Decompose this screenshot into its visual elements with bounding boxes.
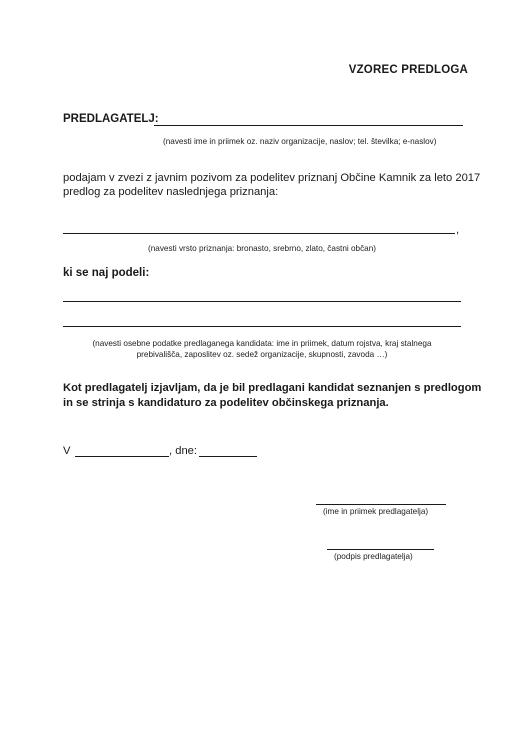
declaration-statement — [63, 381, 481, 411]
intro-text — [63, 171, 480, 199]
proposer-line[interactable] — [154, 125, 463, 126]
name-signature-line[interactable] — [316, 504, 446, 505]
proposer-label: PREDLAGATELJ: — [63, 113, 159, 125]
date-line[interactable] — [199, 456, 257, 457]
recipient-hint-line-2: prebivališča, zaposlitev oz. sedež organizacije, skupnosti, zavoda …) — [136, 350, 388, 359]
place-line[interactable] — [75, 456, 169, 457]
award-type-hint: (navesti vrsto priznanja: bronasto, srebrno, zlato, častni občan) — [148, 244, 376, 253]
document-title: VZOREC PREDLOGA — [348, 64, 468, 76]
award-type-line[interactable] — [63, 233, 455, 234]
declaration-line-1: Kot predlagatelj izjavljam, da je bil predlagani kandidat seznanjen s predlogom — [63, 382, 482, 394]
recipient-hint — [63, 338, 461, 360]
proposer-hint: (navesti ime in priimek oz. naziv organizacije, naslov; tel. številka; e-naslov) — [163, 137, 437, 146]
name-signature-hint: (ime in priimek predlagatelja) — [323, 507, 429, 516]
declaration-line-2: in se strinja s kandidaturo za podelitev občinskega priznanja. — [63, 397, 389, 409]
recipient-label: ki se naj podeli: — [63, 267, 150, 279]
recipient-hint-line-1: (navesti osebne podatke predlaganega kandidata: ime in priimek, datum rojstva, kraj stalnega — [92, 339, 432, 348]
signature-hint: (podpis predlagatelja) — [334, 552, 413, 561]
award-type-comma: , — [456, 224, 460, 236]
recipient-line-1[interactable] — [63, 301, 461, 302]
signature-line[interactable] — [327, 549, 434, 550]
date-label: , dne: — [169, 445, 197, 457]
intro-line-1: podajam v zvezi z javnim pozivom za podelitev priznanj Občine Kamnik za leto 2017 — [63, 172, 481, 184]
recipient-line-2[interactable] — [63, 326, 461, 327]
place-prefix: V — [63, 445, 71, 457]
intro-line-2: predlog za podelitev naslednjega priznanja: — [63, 186, 279, 198]
